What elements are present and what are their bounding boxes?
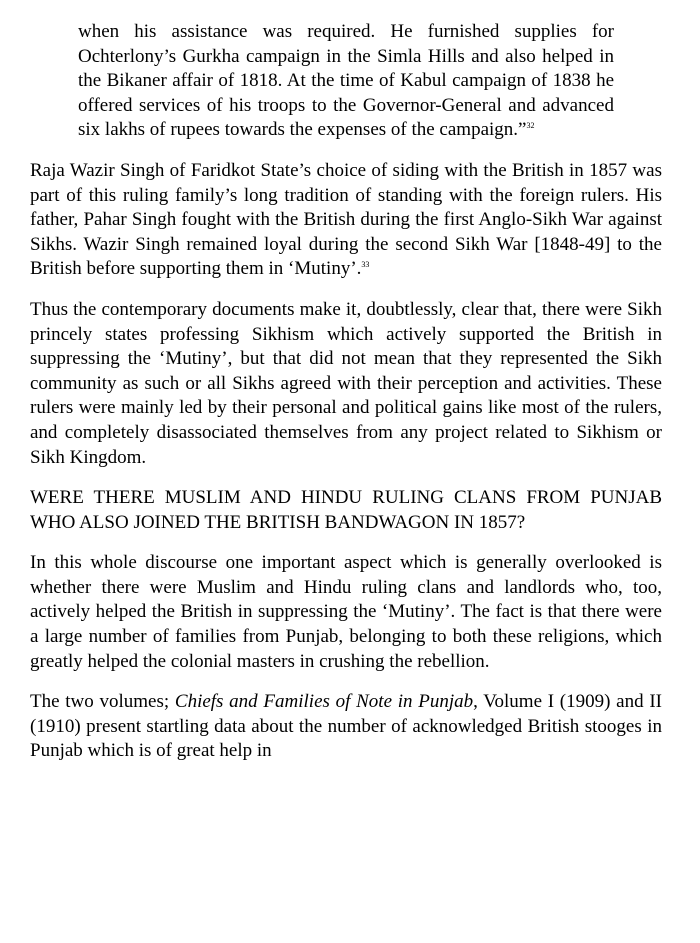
paragraph-lead: The two volumes; <box>30 691 175 713</box>
paragraph-discourse <box>30 551 662 674</box>
footnote-marker-33[interactable]: 33 <box>361 260 370 270</box>
paragraph-two-volumes <box>30 690 662 764</box>
document-page <box>30 20 662 780</box>
section-heading: WERE THERE MUSLIM AND HINDU RULING CLANS FROM PUNJAB WHO ALSO JOINED THE BRITISH BANDWAGON IN 1857? <box>30 487 662 533</box>
paragraph-contemporary-documents <box>30 298 662 470</box>
paragraph-text: Thus the contemporary documents make it, doubtlessly, clear that, there were Sikh princely states professing Sikhism which actively supported the British in suppressing the ‘Mutiny’, but that did not mean that they represented the Sikh community as such or all Sikhs agreed with their perception and activities. These rulers were mainly led by their personal and political gains like most of the rulers, and completely disassociated themselves from any project related to Sikhism or Sikh Kingdom. <box>30 298 662 468</box>
paragraph-text: Raja Wazir Singh of Faridkot State’s choice of siding with the British in 1857 was part of this ruling family’s long tradition of standing with the foreign rulers. His father, Pahar Singh fought with the British during the first Anglo-Sikh War against Sikhs. Wazir Singh remained loyal during the second Sikh War [1848-49] to the British before supporting them in ‘Mutiny’. <box>30 159 662 280</box>
paragraph-rest: , Volume I (1909) and II (1910) present startling data about the number of acknowledged British stooges in Punjab which is of great help in <box>30 691 662 762</box>
quote-text: when his assistance was required. He furnished supplies for Ochterlony’s Gurkha campaign in the Simla Hills and also helped in the Bikaner affair of 1818. At the time of Kabul campaign of 1838 he offered services of his troops to the Governor-General and advanced six lakhs of rupees towards the expenses of the campaign.” <box>78 21 614 141</box>
book-title: Chiefs and Families of Note in Punjab <box>174 691 474 713</box>
footnote-marker-32[interactable]: 32 <box>526 121 535 131</box>
paragraph-faridkot <box>30 159 662 282</box>
block-quote <box>78 20 614 143</box>
paragraph-text: In this whole discourse one important aspect which is generally overlooked is whether there were Muslim and Hindu ruling clans and landlords who, too, actively helped the British in suppressing the ‘Mutiny’. The fact is that there were a large number of families from Punjab, belonging to both these religions, which greatly helped the colonial masters in crushing the rebellion. <box>30 552 662 672</box>
